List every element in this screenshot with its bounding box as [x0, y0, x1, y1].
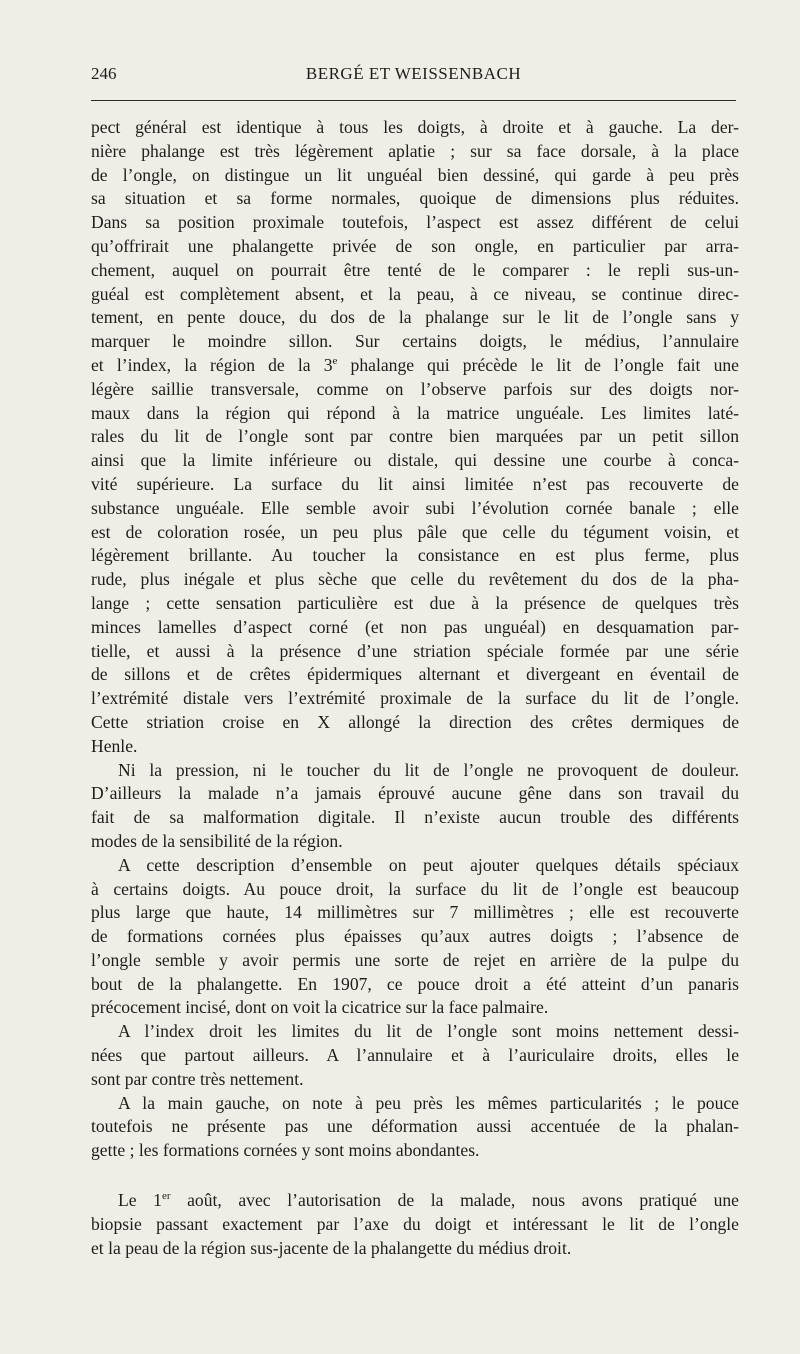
text-line: guéal est complètement absent, et la peau, à ce niveau, se continue direc- — [91, 283, 739, 304]
text-line — [91, 354, 739, 378]
text-line: D’ailleurs la malade n’a jamais éprouvé aucune gêne dans son travail du — [91, 783, 739, 804]
text-line: et la peau de la région sus-jacente de la phalangette du médius droit. — [91, 1237, 572, 1258]
text-line: qu’offrirait une phalangette privée de son ongle, en particulier par arra- — [91, 235, 739, 256]
text-line: vité supérieure. La surface du lit ainsi limitée n’est pas recouverte de — [91, 473, 739, 494]
text-line: tement, en pente douce, du dos de la phalange sur le lit de l’ongle sans y — [91, 307, 739, 328]
text-line: est de coloration rosée, un peu plus pâle que celle du tégument voisin, et — [91, 521, 739, 542]
text-line: plus large que haute, 14 millimètres sur 7 millimètres ; elle est recouverte — [91, 902, 739, 923]
running-head — [91, 64, 736, 88]
text-line: légèrement brillante. Au toucher la consistance en est plus ferme, plus — [91, 545, 739, 566]
text-line: sont par contre très nettement. — [91, 1068, 304, 1089]
text-line: A l’index droit les limites du lit de l’ongle sont moins nettement dessi- — [118, 1021, 739, 1042]
text-line: modes de la sensibilité de la région. — [91, 830, 343, 851]
text-line: de formations cornées plus épaisses qu’aux autres doigts ; l’absence de — [91, 926, 739, 947]
text-line: fait de sa malformation digitale. Il n’existe aucun trouble des différents — [91, 807, 739, 828]
text-line: nière phalange est très légèrement aplatie ; sur sa face dorsale, à la place — [91, 140, 739, 161]
text-line: gette ; les formations cornées y sont moins abondantes. — [91, 1140, 480, 1161]
text-line: A cette description d’ensemble on peut ajouter quelques détails spéciaux — [118, 854, 739, 875]
text-line: minces lamelles d’aspect corné (et non pas unguéal) en desquamation par- — [91, 616, 739, 637]
text-line: biopsie passant exactement par l’axe du doigt et intéressant le lit de l’ongle — [91, 1213, 739, 1234]
text-line: légère saillie transversale, comme on l’observe parfois sur des doigts nor- — [91, 378, 739, 399]
body-text — [91, 116, 739, 1260]
text-line: Ni la pression, ni le toucher du lit de l’ongle ne provoquent de douleur. — [118, 759, 739, 780]
line-end: phalange qui précède le lit de l’ongle fait une — [337, 354, 739, 375]
line-end: août, avec l’autorisation de la malade, nous avons pratiqué une — [170, 1190, 739, 1211]
page-number: 246 — [91, 64, 117, 83]
text-line: bout de la phalangette. En 1907, ce pouce droit a été atteint d’un panaris — [91, 973, 739, 994]
text-line: rales du lit de l’ongle sont par contre bien marquées par un petit sillon — [91, 426, 739, 447]
text-line: chement, auquel on pourrait être tenté de le comparer : le repli sus-un- — [91, 259, 739, 280]
text-line: toutefois ne présente pas une déformation aussi accentuée de la phalan- — [91, 1116, 739, 1137]
running-title: BERGÉ ET WEISSENBACH — [305, 64, 522, 83]
paragraph-gap — [91, 1163, 739, 1189]
text-line: de sillons et de crêtes épidermiques alternant et divergeant en éventail de — [91, 664, 739, 685]
text-line: nées que partout ailleurs. A l’annulaire et à l’auriculaire droits, elles le — [91, 1045, 739, 1066]
text-line: rude, plus inégale et plus sèche que celle du revêtement du dos de la pha- — [91, 569, 739, 590]
superscript: e — [332, 354, 338, 367]
text-line: marquer le moindre sillon. Sur certains doigts, le médius, l’annulaire — [91, 331, 739, 352]
text-line: sa situation et sa forme normales, quoique de dimensions plus réduites. — [91, 188, 739, 209]
line-start: et l’index, la région de la 3 — [91, 354, 333, 375]
text-line: substance unguéale. Elle semble avoir subi l’évolution cornée banale ; elle — [91, 497, 739, 518]
text-line: lange ; cette sensation particulière est due à la présence de quelques très — [91, 592, 739, 613]
text-line: ainsi que la limite inférieure ou distale, qui dessine une courbe à conca- — [91, 450, 739, 471]
text-line: pect général est identique à tous les doigts, à droite et à gauche. La der- — [91, 117, 739, 137]
text-line: maux dans la région qui répond à la matrice unguéale. Les limites laté- — [91, 402, 739, 423]
text-line: l’extrémité distale vers l’extrémité proximale de la surface du lit de l’ongle. — [91, 688, 739, 709]
text-line: de l’ongle, on distingue un lit unguéal bien dessiné, qui garde à peu près — [91, 164, 739, 185]
text-line: précocement incisé, dont on voit la cicatrice sur la face palmaire. — [91, 997, 549, 1018]
superscript: er — [161, 1190, 171, 1203]
text-line: Cette striation croise en X allongé la direction des crêtes dermiques de — [91, 711, 739, 732]
text-line: tielle, et aussi à la présence d’une striation spéciale formée par une série — [91, 640, 739, 661]
text-line: Henle. — [91, 735, 138, 756]
header-rule — [91, 100, 736, 101]
text-line: à certains doigts. Au pouce droit, la surface du lit de l’ongle est beaucoup — [91, 878, 739, 899]
text-line: Dans sa position proximale toutefois, l’aspect est assez différent de celui — [91, 212, 739, 233]
text-line — [91, 1189, 739, 1213]
text-line: A la main gauche, on note à peu près les mêmes particularités ; le pouce — [118, 1092, 739, 1113]
text-line: l’ongle semble y avoir permis une sorte de rejet en arrière de la pulpe du — [91, 949, 739, 970]
line-start: Le 1 — [118, 1190, 162, 1211]
